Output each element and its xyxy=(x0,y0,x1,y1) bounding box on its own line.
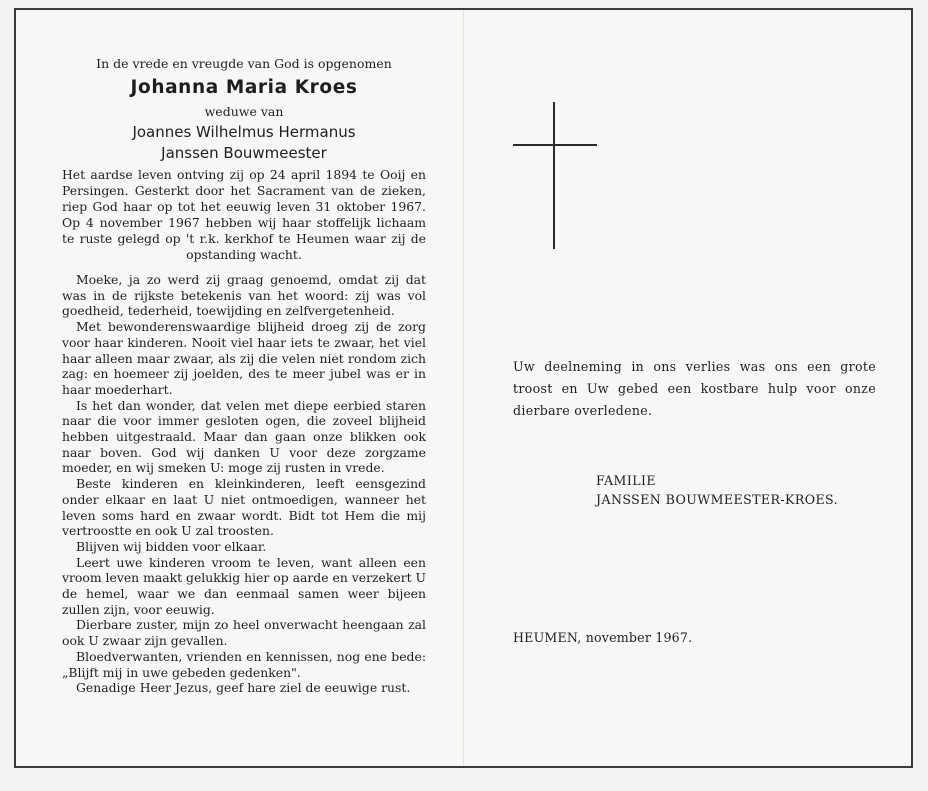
card-fold xyxy=(463,10,464,766)
place-date: HEUMEN, november 1967. xyxy=(513,630,693,645)
family-signature xyxy=(596,471,838,509)
family-name: JANSSEN BOUWMEESTER-KROES. xyxy=(596,492,839,507)
deceased-name: Johanna Maria Kroes xyxy=(130,77,358,98)
paragraph: Is het dan wonder, dat velen met diepe eerbied staren naar die voor immer gesloten ogen, die zoveel blijheid hebben uitgestraald. Maar dan gaan onze blikken ook naar boven. God wij danken U voor deze zorgzame moeder, en wij smeken U: moge zij rusten in vrede. xyxy=(62,397,426,476)
paragraph: Moeke, ja zo werd zij graag genoemd, omdat zij dat was in de rijkste betekenis van het woord: zij was vol goedheid, tederheid, toewijding en zelfvergetenheid. xyxy=(62,272,426,319)
cross-icon-horizontal xyxy=(513,144,597,146)
tribute-text xyxy=(62,272,426,696)
paragraph: Dierbare zuster, mijn zo heel onverwacht heengaan zal ook U zwaar zijn gevallen. xyxy=(62,617,426,649)
memorial-card xyxy=(14,8,913,768)
thanks-text: Uw deelneming in ons verlies was ons een grote troost en Uw gebed een kostbare hulp voor onze dierbare overledene. xyxy=(513,359,876,418)
husband-name-line1: Joannes Wilhelmus Hermanus xyxy=(132,123,356,141)
paragraph: Met bewonderenswaardige blijheid droeg zij de zorg voor haar kinderen. Nooit viel haar iets te zwaar, het viel haar alleen maar zwaar, als zij die velen niet rondom zich zag: en hoemeer zij joelden, des te meer jubel was er in haar moederhart. xyxy=(62,319,426,397)
cross-icon-vertical xyxy=(553,102,555,249)
paragraph: Blijven wij bidden voor elkaar. xyxy=(76,538,267,554)
paragraph: Genadige Heer Jezus, geef hare ziel de eeuwige rust. xyxy=(76,680,411,696)
paragraph: Bloedverwanten, vrienden en kennissen, nog ene bede: „Blijft mij in uwe gebeden gedenken". xyxy=(62,648,426,680)
biography: Het aardse leven ontving zij op 24 april 1894 te Ooij en Persingen. Gesterkt door het Sacrament van de zieken, riep God haar op tot het eeuwig leven 31 oktober 1967. Op 4 november 1967 hebben wij haar stoffelijk lichaam te ruste gelegd op 't r.k. kerkhof te Heumen waar zij de opstanding wacht. xyxy=(62,167,426,262)
paragraph: Leert uwe kinderen vroom te leven, want alleen een vroom leven maakt gelukkig hier op aarde en verzekert U de hemel, waar we dan eenmaal samen weer bijeen zullen zijn, voor eeuwig. xyxy=(62,554,426,617)
intro-line: In de vrede en vreugde van God is opgenomen xyxy=(96,56,392,71)
widow-of-line: weduwe van xyxy=(204,104,284,119)
family-label: FAMILIE xyxy=(596,473,656,488)
left-page xyxy=(62,55,426,696)
husband-name-line2: Janssen Bouwmeester xyxy=(161,144,327,162)
paragraph: Beste kinderen en kleinkinderen, leeft eensgezind onder elkaar en laat U niet ontmoedigen, wanneer het leven soms hard en zwaar wordt. Bidt tot Hem die mij vertroostte en ook U zal troosten. xyxy=(62,476,426,539)
